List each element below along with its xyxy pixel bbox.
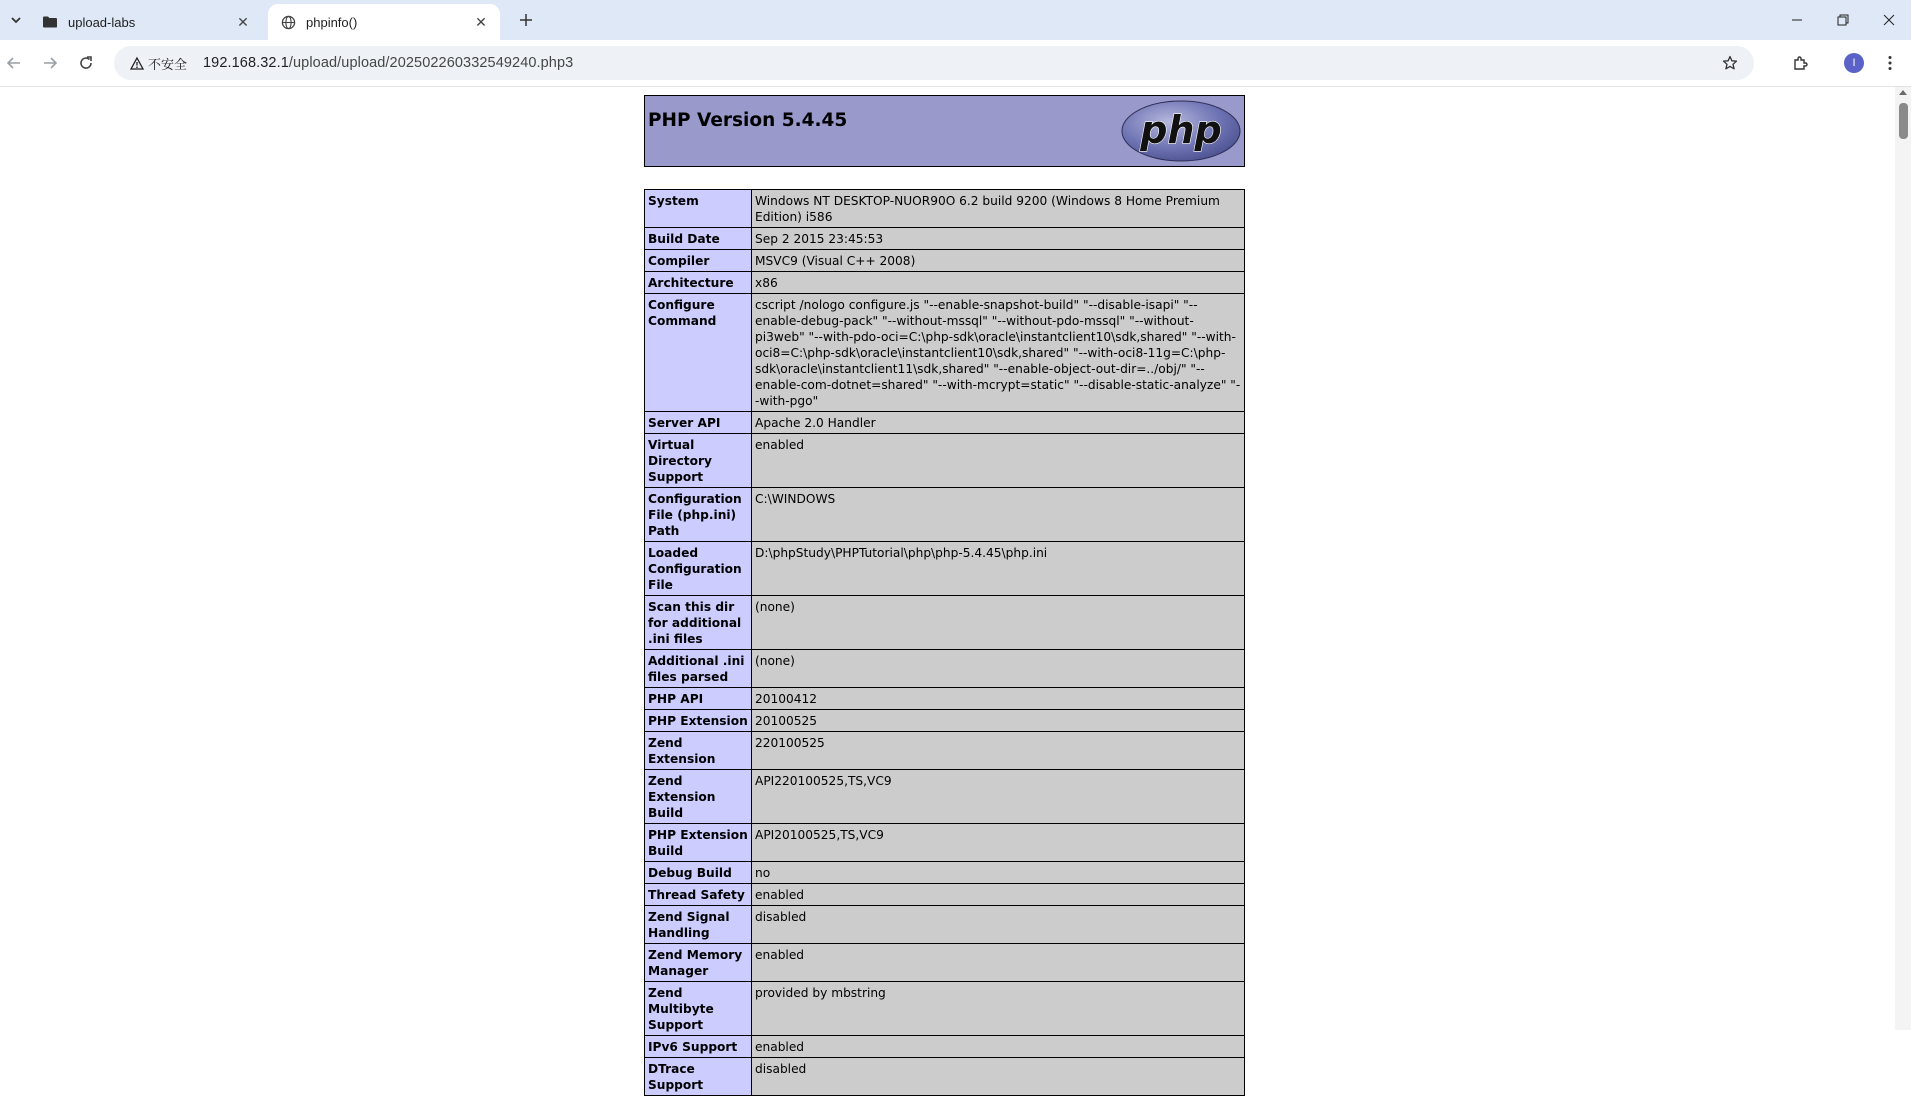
- table-row: [645, 488, 1245, 542]
- table-row: [645, 982, 1245, 1036]
- browser-toolbar: [0, 40, 1911, 87]
- table-row: [645, 944, 1245, 982]
- row-value: x86: [752, 272, 1245, 294]
- row-value: enabled: [752, 944, 1245, 982]
- table-row: [645, 1036, 1245, 1058]
- folder-icon: [42, 14, 58, 30]
- table-row: [645, 272, 1245, 294]
- tab-upload-labs[interactable]: [30, 4, 262, 40]
- close-window-button[interactable]: [1866, 0, 1912, 40]
- table-row: [645, 190, 1245, 228]
- tab-title: upload-labs: [68, 14, 136, 30]
- url-host: 192.168.32.1: [203, 55, 289, 71]
- menu-button[interactable]: [1876, 49, 1904, 77]
- url-path: /upload/upload/202502260332549240.php3: [288, 55, 574, 71]
- tab-strip: [0, 0, 1911, 40]
- arrow-right-icon: [42, 55, 58, 71]
- table-row: [645, 906, 1245, 944]
- row-key: PHP Extension Build: [645, 824, 752, 862]
- row-value: cscript /nologo configure.js "--enable-snapshot-build" "--disable-isapi" "--enable-debug-pack" "--without-mssql" "--without-pdo-mssql" "--without-pi3web" "--with-pdo-oci=C:\php-sdk\oracle\instantclient10\sdk,shared" "--with-oci8=C:\php-sdk\oracle\instantclient10\sdk,shared" "--with-oci8-11g=C:\php-sdk\oracle\instantclient11\sdk,shared" "--enable-object-out-dir=../obj/" "--enable-com-dotnet=shared" "--with-mcrypt=static" "--disable-static-analyze" "--with-pgo": [752, 294, 1245, 412]
- table-row: [645, 884, 1245, 906]
- extensions-button[interactable]: [1786, 49, 1814, 77]
- row-value: (none): [752, 650, 1245, 688]
- address-bar[interactable]: [114, 46, 1754, 80]
- row-value: enabled: [752, 884, 1245, 906]
- tab-phpinfo[interactable]: [268, 4, 500, 40]
- url-text[interactable]: [203, 55, 573, 71]
- php-logo-text: php: [1140, 108, 1222, 152]
- tab-search-button[interactable]: [4, 8, 28, 32]
- restore-button[interactable]: [1820, 0, 1866, 40]
- row-key: Scan this dir for additional .ini files: [645, 596, 752, 650]
- minimize-button[interactable]: [1774, 0, 1820, 40]
- row-value: D:\phpStudy\PHPTutorial\php\php-5.4.45\php.ini: [752, 542, 1245, 596]
- row-key: Debug Build: [645, 862, 752, 884]
- table-row: [645, 650, 1245, 688]
- table-row: [645, 688, 1245, 710]
- row-key: Thread Safety: [645, 884, 752, 906]
- row-key: PHP Extension: [645, 710, 752, 732]
- table-row: [645, 250, 1245, 272]
- row-value: C:\WINDOWS: [752, 488, 1245, 542]
- table-row: [645, 824, 1245, 862]
- row-key: Configuration File (php.ini) Path: [645, 488, 752, 542]
- row-value: Apache 2.0 Handler: [752, 412, 1245, 434]
- row-key: Zend Multibyte Support: [645, 982, 752, 1036]
- puzzle-icon: [1792, 55, 1809, 72]
- row-value: enabled: [752, 1036, 1245, 1058]
- table-row: [645, 596, 1245, 650]
- profile-button[interactable]: [1840, 49, 1868, 77]
- table-row: [645, 770, 1245, 824]
- scrollbar-thumb[interactable]: [1899, 103, 1908, 139]
- php-logo[interactable]: [1121, 100, 1241, 162]
- reload-button[interactable]: [72, 49, 100, 77]
- plus-icon: [519, 13, 533, 27]
- page-viewport: [0, 87, 1911, 1092]
- row-value: disabled: [752, 1058, 1245, 1096]
- row-value: (none): [752, 596, 1245, 650]
- restore-icon: [1837, 14, 1849, 26]
- avatar: I: [1844, 53, 1864, 73]
- close-icon[interactable]: ✕: [475, 13, 487, 30]
- close-icon: [1883, 14, 1895, 26]
- table-row: [645, 862, 1245, 884]
- row-key: Compiler: [645, 250, 752, 272]
- row-key: DTrace Support: [645, 1058, 752, 1096]
- row-key: PHP API: [645, 688, 752, 710]
- phpinfo-page: [644, 95, 1245, 1096]
- row-key: Build Date: [645, 228, 752, 250]
- table-row: [645, 412, 1245, 434]
- globe-icon: [280, 14, 296, 30]
- minimize-icon: [1791, 14, 1803, 26]
- row-value: MSVC9 (Visual C++ 2008): [752, 250, 1245, 272]
- table-row: [645, 294, 1245, 412]
- row-value: no: [752, 862, 1245, 884]
- row-key: IPv6 Support: [645, 1036, 752, 1058]
- row-value: API20100525,TS,VC9: [752, 824, 1245, 862]
- row-key: Loaded Configuration File: [645, 542, 752, 596]
- forward-button[interactable]: [36, 49, 64, 77]
- row-key: Zend Extension Build: [645, 770, 752, 824]
- row-key: Additional .ini files parsed: [645, 650, 752, 688]
- chevron-down-icon: [10, 14, 22, 26]
- warning-icon: [130, 57, 144, 70]
- security-label: 不安全: [148, 56, 188, 72]
- page-scrollbar[interactable]: [1895, 87, 1911, 1030]
- row-value: 20100412: [752, 688, 1245, 710]
- reload-icon: [78, 55, 94, 71]
- row-key: Configure Command: [645, 294, 752, 412]
- row-key: System: [645, 190, 752, 228]
- close-icon[interactable]: ✕: [237, 13, 249, 30]
- scroll-up-arrow-icon[interactable]: [1899, 90, 1907, 95]
- back-button[interactable]: [0, 49, 28, 77]
- row-key: Virtual Directory Support: [645, 434, 752, 488]
- row-key: Server API: [645, 412, 752, 434]
- bookmark-button[interactable]: [1718, 51, 1742, 75]
- phpinfo-header: [644, 95, 1245, 167]
- row-value: API220100525,TS,VC9: [752, 770, 1245, 824]
- tab-title: phpinfo(): [306, 14, 358, 30]
- row-value: enabled: [752, 434, 1245, 488]
- table-row: [645, 710, 1245, 732]
- star-icon: [1722, 55, 1738, 71]
- new-tab-button[interactable]: [512, 8, 540, 32]
- row-key: Zend Signal Handling: [645, 906, 752, 944]
- more-vert-icon: [1888, 55, 1892, 71]
- row-value: Windows NT DESKTOP-NUOR90O 6.2 build 9200 (Windows 8 Home Premium Edition) i586: [752, 190, 1245, 228]
- phpinfo-table: [644, 189, 1245, 1096]
- arrow-left-icon: [6, 55, 22, 71]
- security-indicator[interactable]: [122, 50, 195, 76]
- row-key: Architecture: [645, 272, 752, 294]
- table-row: [645, 434, 1245, 488]
- page-title: PHP Version 5.4.45: [648, 110, 848, 131]
- table-row: [645, 1058, 1245, 1096]
- table-row: [645, 732, 1245, 770]
- table-row: [645, 542, 1245, 596]
- row-value: 220100525: [752, 732, 1245, 770]
- row-value: disabled: [752, 906, 1245, 944]
- row-value: Sep 2 2015 23:45:53: [752, 228, 1245, 250]
- table-row: [645, 228, 1245, 250]
- row-key: Zend Memory Manager: [645, 944, 752, 982]
- row-value: provided by mbstring: [752, 982, 1245, 1036]
- row-value: 20100525: [752, 710, 1245, 732]
- row-key: Zend Extension: [645, 732, 752, 770]
